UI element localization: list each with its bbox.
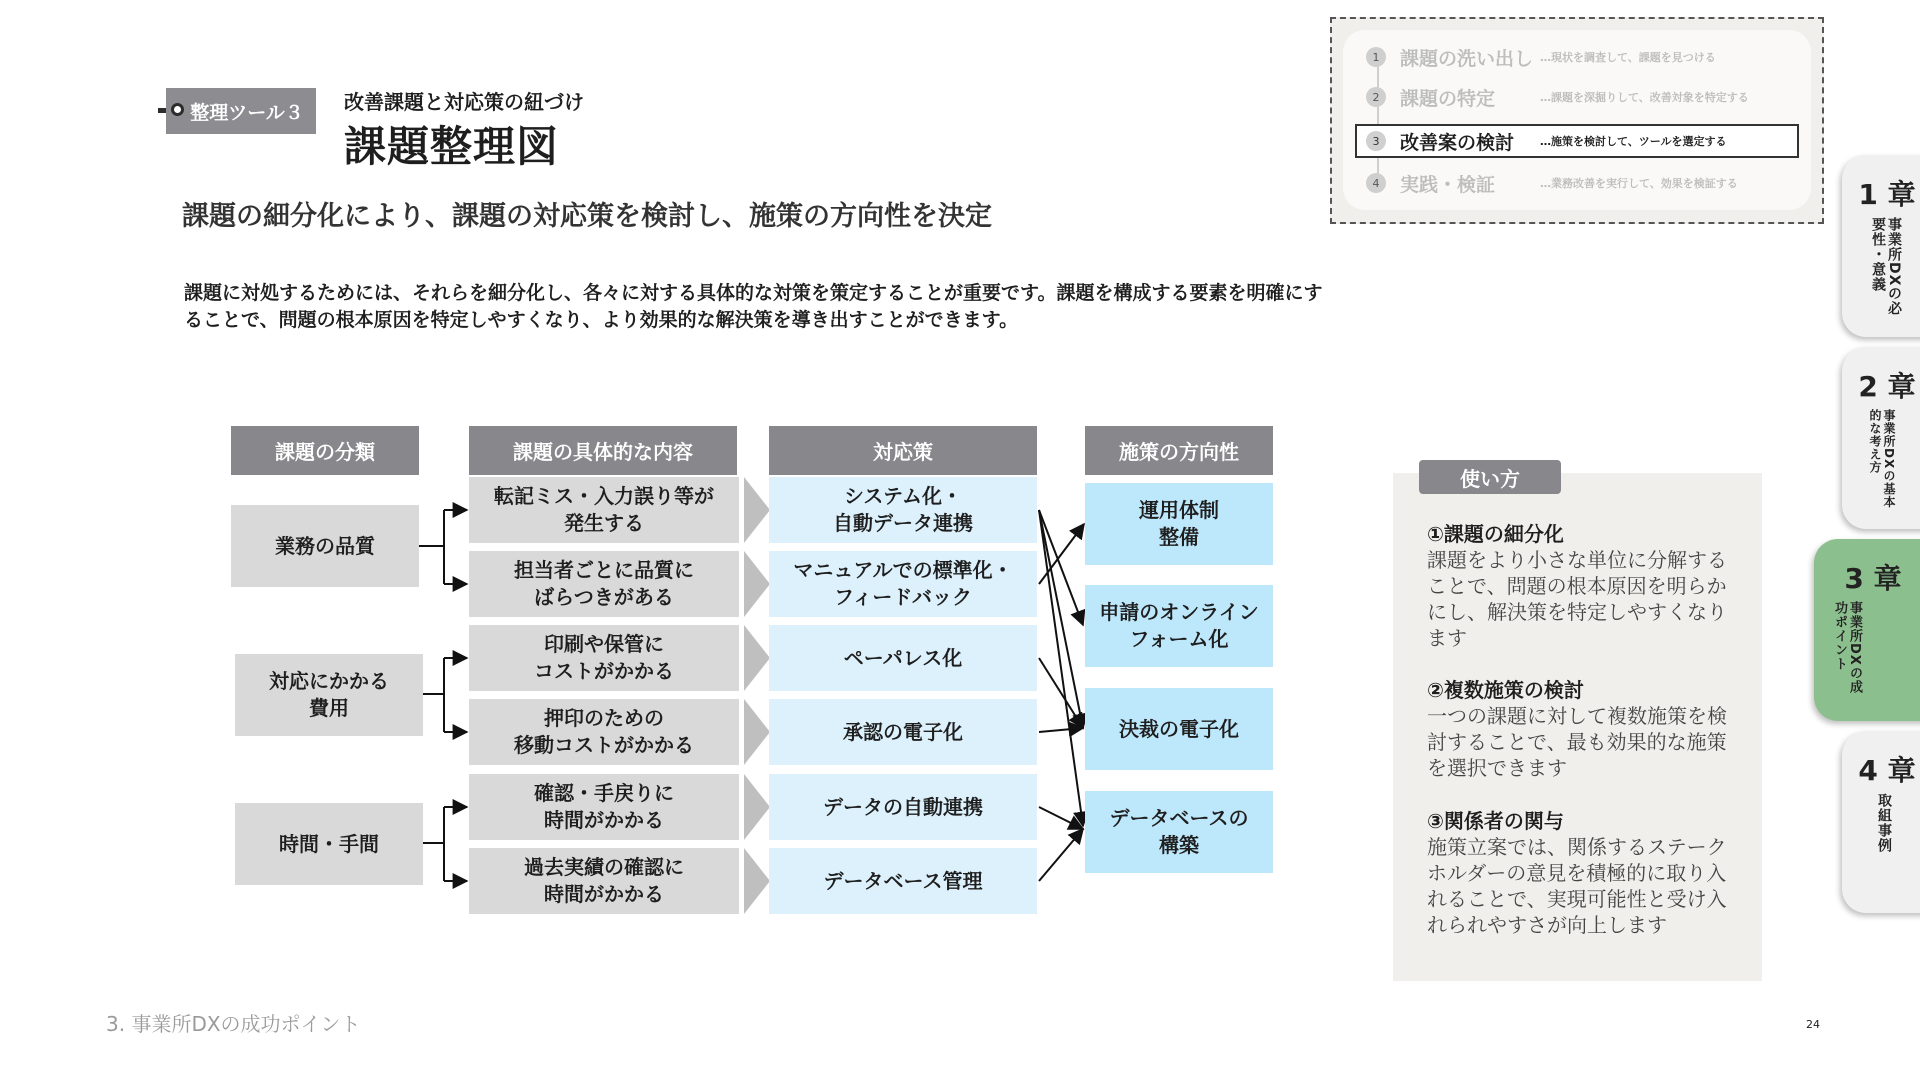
column-header-direction: 施策の方向性 bbox=[1085, 426, 1273, 475]
step-desc: …課題を深掘りして、改善対象を特定する bbox=[1540, 91, 1749, 104]
direction-box: 申請のオンライン フォーム化 bbox=[1085, 585, 1273, 667]
content-box: 転記ミス・入力誤り等が 発生する bbox=[469, 477, 739, 543]
content-box: 印刷や保管に コストがかかる bbox=[469, 625, 739, 691]
step-name: 課題の特定 bbox=[1400, 87, 1496, 110]
chapter-sub: 事業所DXの必要性・意義 bbox=[1870, 217, 1902, 317]
direction-box: データベースの 構築 bbox=[1085, 791, 1273, 873]
chapter-sub: 事業所DXの成功ポイント bbox=[1832, 601, 1862, 694]
step-number: 2 bbox=[1366, 87, 1386, 107]
step-name: 課題の洗い出し bbox=[1400, 47, 1534, 70]
step-name: 改善案の検討 bbox=[1400, 131, 1515, 154]
link-m1-d2 bbox=[1039, 510, 1083, 625]
content-box: 押印のための 移動コストがかかる bbox=[469, 699, 739, 765]
usage-item-text: 課題をより小さな単位に分解することで、問題の根本原因を明らかにし、解決策を特定しやすくなります bbox=[1427, 548, 1727, 650]
column-header-measure: 対応策 bbox=[769, 426, 1037, 475]
direction-box: 運用体制 整備 bbox=[1085, 483, 1273, 565]
column-header-content: 課題の具体的な内容 bbox=[469, 426, 737, 475]
link-m6-d4 bbox=[1039, 829, 1083, 881]
chapter-label: 1 章 bbox=[1858, 178, 1916, 211]
usage-item-title: ③関係者の関与 bbox=[1427, 809, 1564, 833]
usage-item-text: 一つの課題に対して複数施策を検討することで、最も効果的な施策を選択できます bbox=[1427, 704, 1727, 780]
step-number: 3 bbox=[1366, 131, 1386, 151]
description: 課題に対処するためには、それらを細分化し、各々に対する具体的な対策を策定することが重要です。課題を構成する要素を明確にすることで、問題の根本原因を特定しやすくなり、より効果的な解決策を導き出すことができます。 bbox=[184, 282, 1323, 331]
chevron-right-icon bbox=[744, 551, 770, 617]
step-number: 1 bbox=[1366, 47, 1386, 67]
column-header-category: 課題の分類 bbox=[231, 426, 419, 475]
chapter-label: 4 章 bbox=[1858, 754, 1916, 787]
usage-item bbox=[1427, 521, 1737, 651]
chapter-label: 2 章 bbox=[1858, 370, 1916, 403]
tool-badge: 整理ツール３ bbox=[166, 88, 316, 134]
usage-item bbox=[1427, 808, 1737, 938]
measure-box: データベース管理 bbox=[769, 848, 1037, 914]
headline: 課題の細分化により、課題の対応策を検討し、施策の方向性を決定 bbox=[182, 201, 992, 232]
direction-box: 決裁の電子化 bbox=[1085, 688, 1273, 770]
content-box: 確認・手戻りに 時間がかかる bbox=[469, 774, 739, 840]
chapter-sub: 事業所DXの基本的な考え方 bbox=[1868, 409, 1896, 509]
chevron-right-icon bbox=[744, 477, 770, 543]
measure-box: マニュアルでの標準化・ フィードバック bbox=[769, 551, 1037, 617]
step-desc: …施策を検討して、ツールを選定する bbox=[1540, 135, 1727, 148]
usage-item-text: 施策立案では、関係するステークホルダーの意見を積極的に取り入れることで、実現可能性と受け入れられやすさが向上します bbox=[1427, 835, 1727, 937]
measure-box: システム化・ 自動データ連携 bbox=[769, 477, 1037, 543]
step-desc: …業務改善を実行して、効果を検証する bbox=[1540, 177, 1738, 190]
measure-box: ペーパレス化 bbox=[769, 625, 1037, 691]
link-m4-d3 bbox=[1039, 728, 1083, 732]
step-name: 実践・検証 bbox=[1400, 173, 1496, 196]
link-m5-d4 bbox=[1039, 807, 1083, 829]
measure-box: 承認の電子化 bbox=[769, 699, 1037, 765]
page-subtitle: 改善課題と対応策の紐づけ bbox=[344, 90, 584, 114]
chevron-right-icon bbox=[744, 699, 770, 765]
link-m1-d3 bbox=[1039, 510, 1083, 728]
chevron-right-icon bbox=[744, 774, 770, 840]
content-box: 過去実績の確認に 時間がかかる bbox=[469, 848, 739, 914]
page-title: 課題整理図 bbox=[344, 122, 560, 171]
step-desc: …現状を調査して、課題を見つける bbox=[1540, 51, 1716, 64]
usage-item bbox=[1427, 677, 1737, 781]
chapter-label: 3 章 bbox=[1844, 562, 1902, 595]
category-box: 時間・手間 bbox=[235, 803, 423, 885]
chevron-right-icon bbox=[744, 625, 770, 691]
category-box: 対応にかかる 費用 bbox=[235, 654, 423, 736]
usage-item-title: ①課題の細分化 bbox=[1427, 522, 1564, 546]
footer-section: 3. 事業所DXの成功ポイント bbox=[106, 1012, 361, 1036]
usage-item-title: ②複数施策の検討 bbox=[1427, 678, 1584, 702]
category-box: 業務の品質 bbox=[231, 505, 419, 587]
step-number: 4 bbox=[1366, 173, 1386, 193]
page-number: 24 bbox=[1806, 1018, 1820, 1031]
usage-tag: 使い方 bbox=[1419, 460, 1561, 494]
content-box: 担当者ごとに品質に ばらつきがある bbox=[469, 551, 739, 617]
chapter-sub: 取組事例 bbox=[1876, 793, 1892, 853]
chevron-right-icon bbox=[744, 848, 770, 914]
measure-box: データの自動連携 bbox=[769, 774, 1037, 840]
